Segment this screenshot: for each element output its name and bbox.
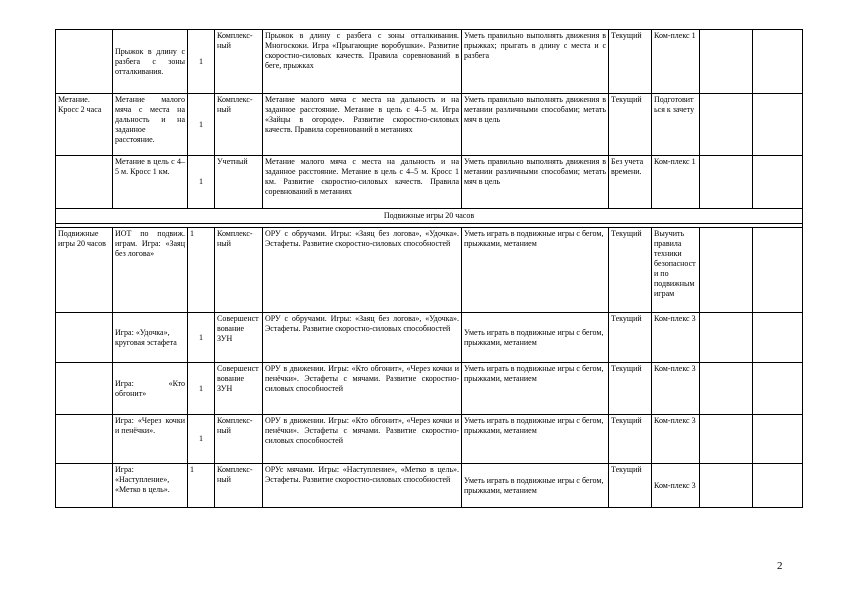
content-cell: Метание малого мяча с места на дальность и на заданное расстояние. Метание в цель с 4–5 м. Кросс 1 км. Развитие скоростно-силовых качеств. Правила соревнований в метаниях bbox=[263, 156, 462, 209]
table-row bbox=[56, 363, 803, 415]
content-cell: ОРУ с обручами. Игры: «Заяц без логова», «Удочка». Эстафеты. Развитие скоростно-силовых способностей bbox=[263, 228, 462, 313]
hours-cell: 1 bbox=[188, 415, 215, 464]
control-cell: Текущий bbox=[609, 415, 652, 464]
date-cell bbox=[753, 94, 803, 156]
hours-cell: 1 bbox=[188, 156, 215, 209]
homework-cell: Выучить правила техники безопасности по подвижным играм bbox=[652, 228, 700, 313]
section-header-row bbox=[56, 209, 803, 224]
hours-cell: 1 bbox=[188, 94, 215, 156]
section-cell bbox=[56, 30, 113, 94]
hours-cell: 1 bbox=[188, 464, 215, 508]
section-cell bbox=[56, 313, 113, 363]
requirements-cell: Уметь играть в подвижные игры с бегом, прыжками, метанием bbox=[462, 464, 609, 508]
control-cell: Текущий bbox=[609, 464, 652, 508]
date-cell bbox=[753, 415, 803, 464]
date-cell bbox=[700, 464, 753, 508]
section-header: Подвижные игры 20 часов bbox=[56, 209, 803, 224]
date-cell bbox=[700, 415, 753, 464]
hours-cell: 1 bbox=[188, 313, 215, 363]
section-cell bbox=[56, 156, 113, 209]
topic-cell: Игра: «Кто обгонит» bbox=[113, 363, 188, 415]
topic-cell: Игра: «Наступление», «Метко в цель». bbox=[113, 464, 188, 508]
date-cell bbox=[700, 30, 753, 94]
lesson-plan-table bbox=[55, 29, 803, 508]
requirements-cell: Уметь правильно выполнять движения в метании различными способами; метать мяч в цель bbox=[462, 156, 609, 209]
requirements-cell: Уметь играть в подвижные игры с бегом, прыжками, метанием bbox=[462, 415, 609, 464]
topic-cell: Прыжок в длину с разбега с зоны отталкивания. bbox=[113, 30, 188, 94]
table-row bbox=[56, 313, 803, 363]
lesson-type-cell: Комплекс-ный bbox=[215, 464, 263, 508]
table-row bbox=[56, 30, 803, 94]
table-row bbox=[56, 156, 803, 209]
requirements-cell: Уметь играть в подвижные игры с бегом, прыжками, метанием bbox=[462, 363, 609, 415]
homework-cell: Подготовиться к зачету bbox=[652, 94, 700, 156]
hours-cell: 1 bbox=[188, 228, 215, 313]
table-row bbox=[56, 228, 803, 313]
content-cell: ОРУс мячами. Игры: «Наступление», «Метко в цель». Эстафеты. Развитие скоростно-силовых способностей bbox=[263, 464, 462, 508]
date-cell bbox=[753, 363, 803, 415]
content-cell: Прыжок в длину с разбега с зоны отталкивания. Многоскоки. Игра «Прыгающие воробушки». Развитие скоростно-силовых качеств. Правила соревнований в беге, прыжках bbox=[263, 30, 462, 94]
requirements-cell: Уметь играть в подвижные игры с бегом, прыжками, метанием bbox=[462, 313, 609, 363]
homework-cell: Ком-плекс 3 bbox=[652, 363, 700, 415]
control-cell: Текущий bbox=[609, 94, 652, 156]
date-cell bbox=[753, 464, 803, 508]
section-cell bbox=[56, 363, 113, 415]
hours-cell: 1 bbox=[188, 30, 215, 94]
date-cell bbox=[700, 156, 753, 209]
homework-cell: Ком-плекс 3 bbox=[652, 313, 700, 363]
lesson-type-cell: Комплекс-ный bbox=[215, 30, 263, 94]
control-cell: Текущий bbox=[609, 228, 652, 313]
control-cell: Текущий bbox=[609, 313, 652, 363]
section-cell bbox=[56, 464, 113, 508]
hours-cell: 1 bbox=[188, 363, 215, 415]
homework-cell: Ком-плекс 1 bbox=[652, 30, 700, 94]
table-row bbox=[56, 94, 803, 156]
homework-cell: Ком-плекс 1 bbox=[652, 156, 700, 209]
date-cell bbox=[700, 363, 753, 415]
lesson-type-cell: Комплекс-ный bbox=[215, 228, 263, 313]
requirements-cell: Уметь правильно выполнять движения в прыжках; прыгать в длину с места и с разбега bbox=[462, 30, 609, 94]
lesson-type-cell: Совершенствование ЗУН bbox=[215, 363, 263, 415]
homework-cell: Ком-плекс 3 bbox=[652, 415, 700, 464]
topic-cell: Игра: «Через кочки и пенёчки». bbox=[113, 415, 188, 464]
date-cell bbox=[753, 313, 803, 363]
date-cell bbox=[700, 228, 753, 313]
control-cell: Без учета времени. bbox=[609, 156, 652, 209]
control-cell: Текущий bbox=[609, 363, 652, 415]
lesson-type-cell: Комплекс-ный bbox=[215, 94, 263, 156]
topic-cell: Игра: «Удочка», круговая эстафета bbox=[113, 313, 188, 363]
lesson-type-cell: Комплекс-ный bbox=[215, 415, 263, 464]
content-cell: ОРУ с обручами. Игры: «Заяц без логова», «Удочка». Эстафеты. Развитие скоростно-силовых способностей bbox=[263, 313, 462, 363]
content-cell: ОРУ в движении. Игры: «Кто обгонит», «Через кочки и пенёчки». Эстафеты с мячами. Развитие скоростно-силовых способностей bbox=[263, 363, 462, 415]
table-row bbox=[56, 464, 803, 508]
lesson-type-cell: Совершенствование ЗУН bbox=[215, 313, 263, 363]
section-cell bbox=[56, 415, 113, 464]
date-cell bbox=[700, 94, 753, 156]
topic-cell: Метание малого мяча с места на дальность и на заданное расстояние. bbox=[113, 94, 188, 156]
lesson-type-cell: Учетный bbox=[215, 156, 263, 209]
section-cell: Подвижные игры 20 часов bbox=[56, 228, 113, 313]
date-cell bbox=[753, 228, 803, 313]
control-cell: Текущий bbox=[609, 30, 652, 94]
content-cell: Метание малого мяча с места на дальность и на заданное расстояние. Метание в цель с 4–5 м. Игра «Зайцы в огороде». Развитие скоростно-силовых качеств. Правила соревнований в метаниях bbox=[263, 94, 462, 156]
date-cell bbox=[753, 30, 803, 94]
requirements-cell: Уметь играть в подвижные игры с бегом, прыжками, метанием bbox=[462, 228, 609, 313]
topic-cell: ИОТ по подвиж. играм. Игра: «Заяц без логова» bbox=[113, 228, 188, 313]
requirements-cell: Уметь правильно выполнять движения в метании различными способами; метать мяч в цель bbox=[462, 94, 609, 156]
homework-cell: Ком-плекс 3 bbox=[652, 464, 700, 508]
date-cell bbox=[753, 156, 803, 209]
content-cell: ОРУ в движении. Игры: «Кто обгонит», «Через кочки и пенёчки». Эстафеты с мячами. Развитие скоростно-силовых способностей bbox=[263, 415, 462, 464]
topic-cell: Метание в цель с 4–5 м. Кросс 1 км. bbox=[113, 156, 188, 209]
date-cell bbox=[700, 313, 753, 363]
table-row bbox=[56, 415, 803, 464]
page-number: 2 bbox=[777, 560, 783, 572]
section-cell: Метание. Кросс 2 часа bbox=[56, 94, 113, 156]
